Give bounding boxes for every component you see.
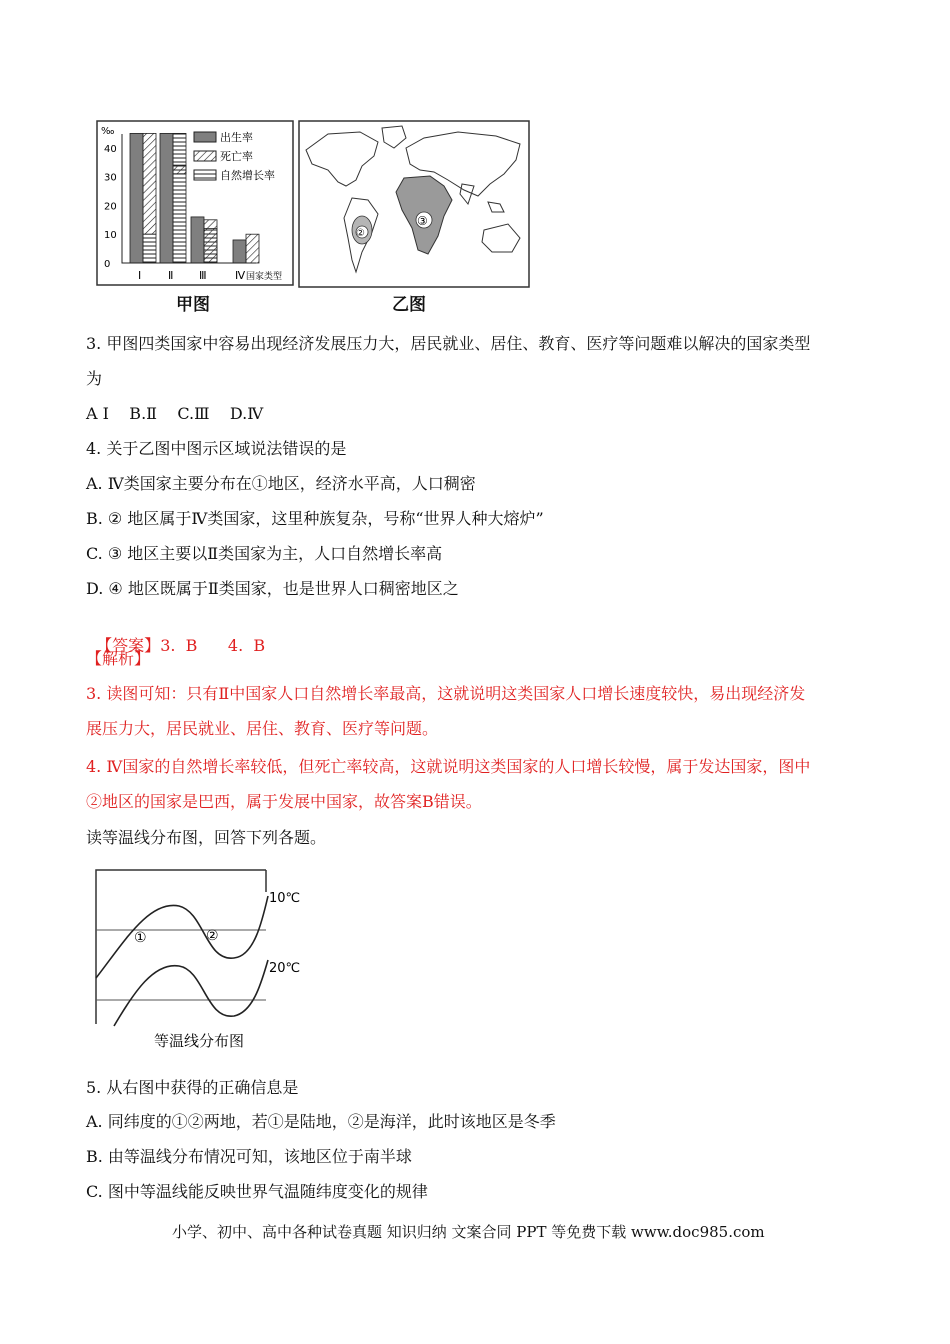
q4-option-b: B. ② 地区属于Ⅳ类国家，这里种族复杂，号称“世界人种大熔炉” [86, 509, 544, 528]
marker-2: ② [356, 228, 365, 239]
y-tick-label: 40 [104, 143, 117, 155]
legend-swatch-death [194, 151, 216, 161]
bar-birth-1 [130, 133, 143, 263]
legend-label-birth: 出生率 [220, 131, 253, 144]
x-axis-label: 国家类型 [246, 272, 283, 282]
q5-stem: 5. 从右图中获得的正确信息是 [86, 1078, 299, 1097]
isotherm-10 [96, 896, 268, 978]
isotherm-10-label: 10℃ [269, 891, 301, 906]
bar-birth-3 [191, 217, 204, 263]
legend-label-natural: 自然增长率 [220, 169, 275, 182]
figure-yi-caption: 乙图 [392, 295, 426, 315]
isotherm-diagram [94, 862, 324, 1052]
q3-options: A Ⅰ B.Ⅱ C.Ⅲ D.Ⅳ [86, 404, 264, 423]
analysis-line1: 3. 读图可知：只有Ⅱ中国家人口自然增长率最高，这就说明这类国家人口增长速度较快，易出现经济发 [86, 684, 806, 703]
analysis-line4: ②地区的国家是巴西，属于发展中国家，故答案B错误。 [86, 792, 482, 811]
answer-text: 3. B 4. B [160, 636, 266, 655]
y-unit-label: ‰ [101, 126, 115, 137]
q4-stem: 4. 关于乙图中图示区域说法错误的是 [86, 439, 347, 458]
legend-swatch-natural [194, 170, 216, 180]
q4-option-d: D. ④ 地区既属于Ⅱ类国家，也是世界人口稠密地区之 [86, 579, 459, 598]
isotherm-caption: 等温线分布图 [154, 1032, 245, 1050]
bar-death-4 [246, 234, 259, 263]
bar-natural-1 [143, 234, 156, 263]
q5-option-b: B. 由等温线分布情况可知，该地区位于南半球 [86, 1147, 412, 1166]
analysis-line3: 4. Ⅳ国家的自然增长率较低，但死亡率较高，这就说明这类国家的人口增长较慢，属于发达国家，图中 [86, 757, 811, 776]
birth-death-rate-bar-chart [96, 120, 296, 288]
bar-birth-2 [160, 133, 173, 263]
isotherm-20-label: 20℃ [269, 961, 301, 976]
analysis-line2: 展压力大，居民就业、居住、教育、医疗等问题。 [86, 719, 439, 738]
point-1-marker: ① [134, 930, 147, 946]
x-tick-label-4: Ⅳ [235, 269, 246, 282]
y-tick-label: 0 [104, 259, 111, 270]
marker-3: ③ [417, 214, 428, 228]
q4-option-a: A. Ⅳ类国家主要分布在①地区，经济水平高，人口稠密 [86, 474, 476, 493]
y-tick-label: 20 [104, 201, 117, 213]
y-tick-label: 30 [104, 172, 117, 184]
world-map [298, 120, 530, 288]
legend-label-death: 死亡率 [220, 150, 253, 163]
answer-label: 【答案】 [96, 636, 161, 655]
y-tick-label: 10 [104, 230, 117, 242]
legend [194, 130, 275, 182]
bar-natural-3 [204, 228, 217, 263]
x-tick-label-2: Ⅱ [168, 269, 174, 282]
analysis-label: 【解析】 [86, 649, 151, 668]
bar-natural-2 [173, 133, 186, 263]
bar-death-2 [173, 165, 186, 174]
q3-line1: 3. 甲图四类国家中容易出现经济发展压力大，居民就业、居住、教育、医疗等问题难以解决的国家类型 [86, 334, 811, 353]
page-footer: 小学、初中、高中各种试卷真题 知识归纳 文案合同 PPT 等免费下载 www.doc985.com [172, 1223, 765, 1241]
bar-birth-4 [233, 240, 246, 263]
point-2-marker: ② [206, 928, 219, 944]
isotherm-20 [114, 960, 268, 1026]
q5-option-a: A. 同纬度的①②两地，若①是陆地，②是海洋，此时该地区是冬季 [86, 1112, 556, 1131]
bar-death-1 [143, 133, 156, 234]
q4-option-c: C. ③ 地区主要以Ⅱ类国家为主，人口自然增长率高 [86, 544, 443, 563]
q3-line2: 为 [86, 369, 103, 388]
figure-jia-caption: 甲图 [176, 295, 210, 315]
x-tick-label-1: Ⅰ [138, 269, 142, 282]
q5-option-c: C. 图中等温线能反映世界气温随纬度变化的规律 [86, 1182, 428, 1201]
isotherm-intro: 读等温线分布图，回答下列各题。 [86, 828, 327, 847]
x-tick-label-3: Ⅲ [199, 269, 207, 282]
legend-swatch-birth [194, 132, 216, 142]
